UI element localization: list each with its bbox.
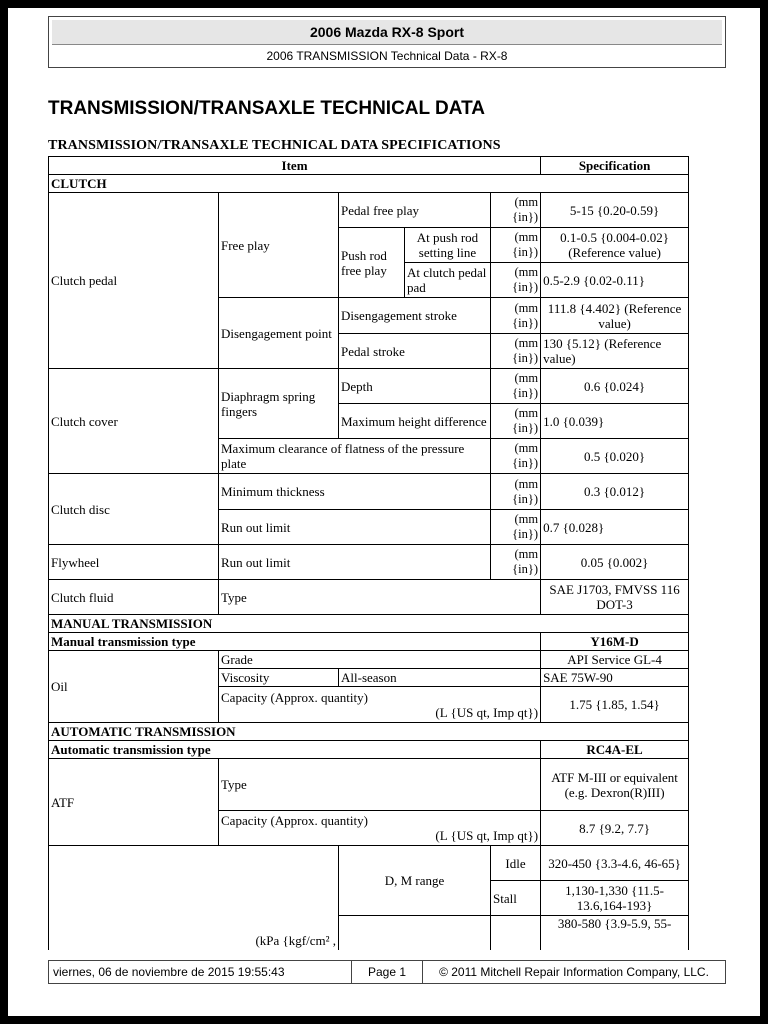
unit-label: (mm {in})	[491, 404, 541, 439]
pedal-stroke-spec: 130 {5.12} (Reference value)	[541, 334, 689, 369]
max-height-diff-label: Maximum height difference	[339, 404, 491, 439]
atf-capacity-spec: 8.7 {9.2, 7.7}	[541, 811, 689, 846]
atf-capacity-unit: (L {US qt, Imp qt})	[435, 828, 539, 843]
manual-type-value: Y16M-D	[541, 633, 689, 651]
pressure-unit-cell	[49, 846, 339, 951]
disengagement-stroke-label: Disengagement stroke	[339, 298, 491, 334]
unit-label: (mm {in})	[491, 545, 541, 580]
unit-label: (mm {in})	[491, 334, 541, 369]
clutch-pedal-pad-label: At clutch pedal pad	[405, 263, 491, 298]
max-clearance-spec: 0.5 {0.020}	[541, 439, 689, 474]
all-season-label: All-season	[339, 669, 541, 687]
flywheel-run-out-spec: 0.05 {0.002}	[541, 545, 689, 580]
table-row	[49, 846, 689, 881]
capacity-label: Capacity (Approx. quantity)	[221, 689, 368, 705]
table-row	[49, 580, 689, 615]
atf-capacity-label: Capacity (Approx. quantity)	[221, 813, 368, 828]
empty-cell	[491, 916, 541, 951]
pedal-free-play-spec: 5-15 {0.20-0.59}	[541, 193, 689, 228]
next-spec: 380-580 {3.9-5.9, 55-	[541, 916, 689, 951]
footer-copyright: © 2011 Mitchell Repair Information Company, LLC.	[439, 965, 709, 979]
atf-type-label: Type	[219, 759, 541, 811]
run-out-limit-label: Run out limit	[219, 510, 491, 545]
stall-spec: 1,130-1,330 {11.5-13.6,164-193}	[541, 881, 689, 916]
unit-label: (mm {in})	[491, 474, 541, 510]
atf-type-spec: ATF M-III or equivalent (e.g. Dexron(R)III)	[541, 759, 689, 811]
capacity-cell	[219, 687, 541, 723]
push-rod-free-play-label: Push rod free play	[339, 228, 405, 298]
table-row	[49, 193, 689, 228]
min-thickness-spec: 0.3 {0.012}	[541, 474, 689, 510]
automatic-transmission-heading: AUTOMATIC TRANSMISSION	[49, 723, 689, 741]
stall-label: Stall	[491, 881, 541, 916]
table-row	[49, 474, 689, 510]
oil-label: Oil	[49, 651, 219, 723]
idle-label: Idle	[491, 846, 541, 881]
unit-label: (mm {in})	[491, 510, 541, 545]
clutch-pedal-label: Clutch pedal	[49, 193, 219, 369]
table-row	[49, 741, 689, 759]
table-row	[49, 651, 689, 669]
table-row	[49, 545, 689, 580]
manual-type-label: Manual transmission type	[49, 633, 541, 651]
footer-page-number: Page 1	[352, 961, 423, 983]
pressure-unit-label: (kPa {kgf/cm² ,	[255, 933, 336, 948]
push-rod-setting-spec: 0.1-0.5 {0.004-0.02} (Reference value)	[541, 228, 689, 263]
clutch-pedal-pad-spec: 0.5-2.9 {0.02-0.11}	[541, 263, 689, 298]
depth-label: Depth	[339, 369, 491, 404]
free-play-label: Free play	[219, 193, 339, 298]
run-out-limit-label: Run out limit	[219, 545, 491, 580]
pedal-stroke-label: Pedal stroke	[339, 334, 491, 369]
table-row	[49, 633, 689, 651]
footer-date: viernes, 06 de noviembre de 2015 19:55:43	[49, 961, 352, 983]
unit-label: (mm {in})	[491, 298, 541, 334]
clutch-fluid-spec: SAE J1703, FMVSS 116 DOT-3	[541, 580, 689, 615]
atf-label: ATF	[49, 759, 219, 846]
clutch-heading: CLUTCH	[49, 175, 689, 193]
page-title: TRANSMISSION/TRANSAXLE TECHNICAL DATA	[48, 98, 485, 119]
capacity-unit: (L {US qt, Imp qt})	[435, 704, 539, 720]
max-height-diff-spec: 1.0 {0.039}	[541, 404, 689, 439]
pedal-free-play-label: Pedal free play	[339, 193, 491, 228]
table-header-row	[49, 157, 689, 175]
min-thickness-label: Minimum thickness	[219, 474, 491, 510]
manual-transmission-heading: MANUAL TRANSMISSION	[49, 615, 689, 633]
vehicle-title: 2006 Mazda RX-8 Sport	[52, 20, 722, 45]
type-label: Type	[219, 580, 541, 615]
atf-capacity-cell	[219, 811, 541, 846]
push-rod-setting-label: At push rod setting line	[405, 228, 491, 263]
section-title: TRANSMISSION/TRANSAXLE TECHNICAL DATA SPECIFICATIONS	[48, 138, 501, 153]
idle-spec: 320-450 {3.3-4.6, 46-65}	[541, 846, 689, 881]
clutch-fluid-label: Clutch fluid	[49, 580, 219, 615]
clutch-cover-label: Clutch cover	[49, 369, 219, 474]
unit-label: (mm {in})	[491, 263, 541, 298]
grade-label: Grade	[219, 651, 541, 669]
unit-label: (mm {in})	[491, 193, 541, 228]
viscosity-spec: SAE 75W-90	[541, 669, 689, 687]
grade-spec: API Service GL-4	[541, 651, 689, 669]
table-row	[49, 369, 689, 404]
document-footer	[48, 960, 726, 984]
diaphragm-label: Diaphragm spring fingers	[219, 369, 339, 439]
disengagement-stroke-spec: 111.8 {4.402} (Reference value)	[541, 298, 689, 334]
document-page	[8, 8, 760, 1016]
dm-range-label: D, M range	[339, 846, 491, 916]
automatic-type-label: Automatic transmission type	[49, 741, 541, 759]
max-clearance-label: Maximum clearance of flatness of the pressure plate	[219, 439, 491, 474]
document-subtitle: 2006 TRANSMISSION Technical Data - RX-8	[266, 49, 508, 63]
disc-run-out-spec: 0.7 {0.028}	[541, 510, 689, 545]
empty-cell	[339, 916, 491, 951]
depth-spec: 0.6 {0.024}	[541, 369, 689, 404]
unit-label: (mm {in})	[491, 228, 541, 263]
item-column-header: Item	[49, 157, 541, 175]
specifications-table	[48, 156, 689, 950]
table-row	[49, 759, 689, 811]
manual-capacity-spec: 1.75 {1.85, 1.54}	[541, 687, 689, 723]
unit-label: (mm {in})	[491, 439, 541, 474]
flywheel-label: Flywheel	[49, 545, 219, 580]
unit-label: (mm {in})	[491, 369, 541, 404]
disengagement-point-label: Disengagement point	[219, 298, 339, 369]
viscosity-label: Viscosity	[219, 669, 339, 687]
specification-column-header: Specification	[541, 157, 689, 175]
clutch-disc-label: Clutch disc	[49, 474, 219, 545]
automatic-type-value: RC4A-EL	[541, 741, 689, 759]
